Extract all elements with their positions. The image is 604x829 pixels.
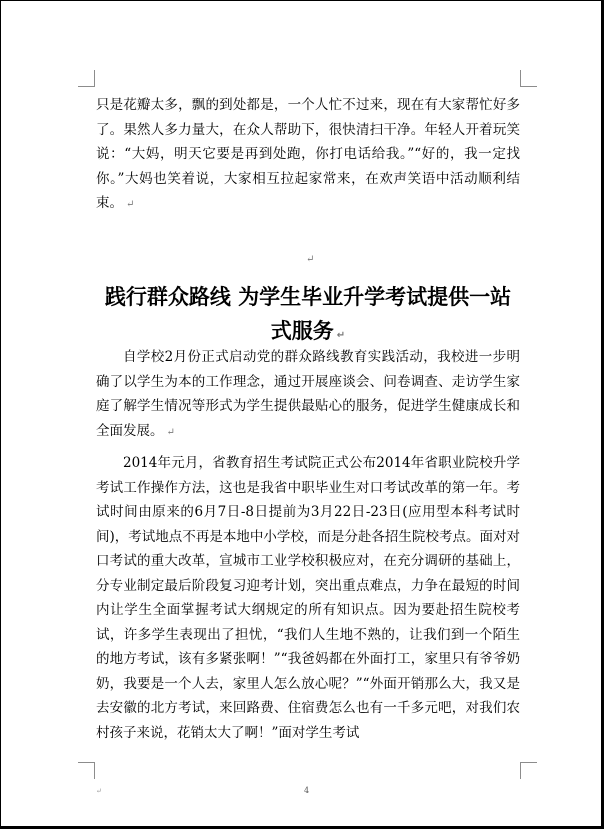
paragraph-mark-icon: ↵: [306, 254, 315, 265]
paragraph-text: 2014年元月，省教育招生考试院正式公布2014年省职业院校升学考试工作操作方法，这也是我省中职毕业生对口考试改革的第一年。考试时间由原来的6月7日-8日提前为3月22日-23日(应用型本科考试时间)，考试地点不再是本地中小学校，而是分赴各招生院校考点。面对对口考试的重大改革，宣城市工业学校积极应对，在充分调研的基础上，分专业制定最后阶段复习迎考计划，突出重点难点，力争在最短的时间内让学生全面掌握考试大纲规定的所有知识点。因为要赴招生院校考试，许多学生表现出了担忧，“我们人生地不熟的，让我们到一个陌生的地方考试，该有多紧张啊！”“我爸妈都在外面打工，家里只有爷爷奶奶，我要是一个人去，家里人怎么放心呢？”“外面开销那么大，我又是去安徽的北方考试，来回路费、住宿费怎么也有一千多元吧，对我们农村孩子来说，花销太大了啊！”面对学生考试: [96, 455, 520, 741]
heading-text: 践行群众路线 为学生毕业升学考试提供一站式服务: [104, 285, 512, 343]
body-paragraph[interactable]: [96, 345, 520, 445]
paragraph-mark-icon: ↵: [96, 787, 102, 795]
paragraph-mark-icon: ↵: [126, 199, 135, 210]
paragraph-text: 自学校2月份正式启动党的群众路线教育实践活动，我校进一步明确了以学生为本的工作理念，通过开展座谈会、问卷调查、走访学生家庭了解学生情况等形式为学生提供最贴心的服务，促进学生健康成长和全面发展。: [96, 349, 520, 439]
crop-mark-top-right: [520, 70, 537, 87]
page-number: 4: [304, 786, 310, 795]
paragraph-mark-icon: ↵: [336, 330, 346, 341]
crop-mark-bottom-right: [520, 762, 537, 779]
body-paragraph[interactable]: [96, 451, 520, 745]
paragraph-mark-icon: ↵: [166, 426, 175, 438]
body-paragraph[interactable]: [96, 93, 520, 218]
crop-mark-bottom-left: [78, 762, 95, 779]
crop-mark-top-left: [78, 70, 95, 87]
paragraph-text: 只是花瓣太多，飘的到处都是，一个人忙不过来，现在有大家帮忙好多了。果然人多力量大，在众人帮助下，很快清扫干净。年轻人开着玩笑说：“大妈，明天它要是再到处跑，你打电话给我。”“好的，我一定找你。”大妈也笑着说，大家相互拉起家常来，在欢声笑语中活动顺利结束。: [96, 97, 520, 211]
article-heading[interactable]: [96, 280, 520, 353]
